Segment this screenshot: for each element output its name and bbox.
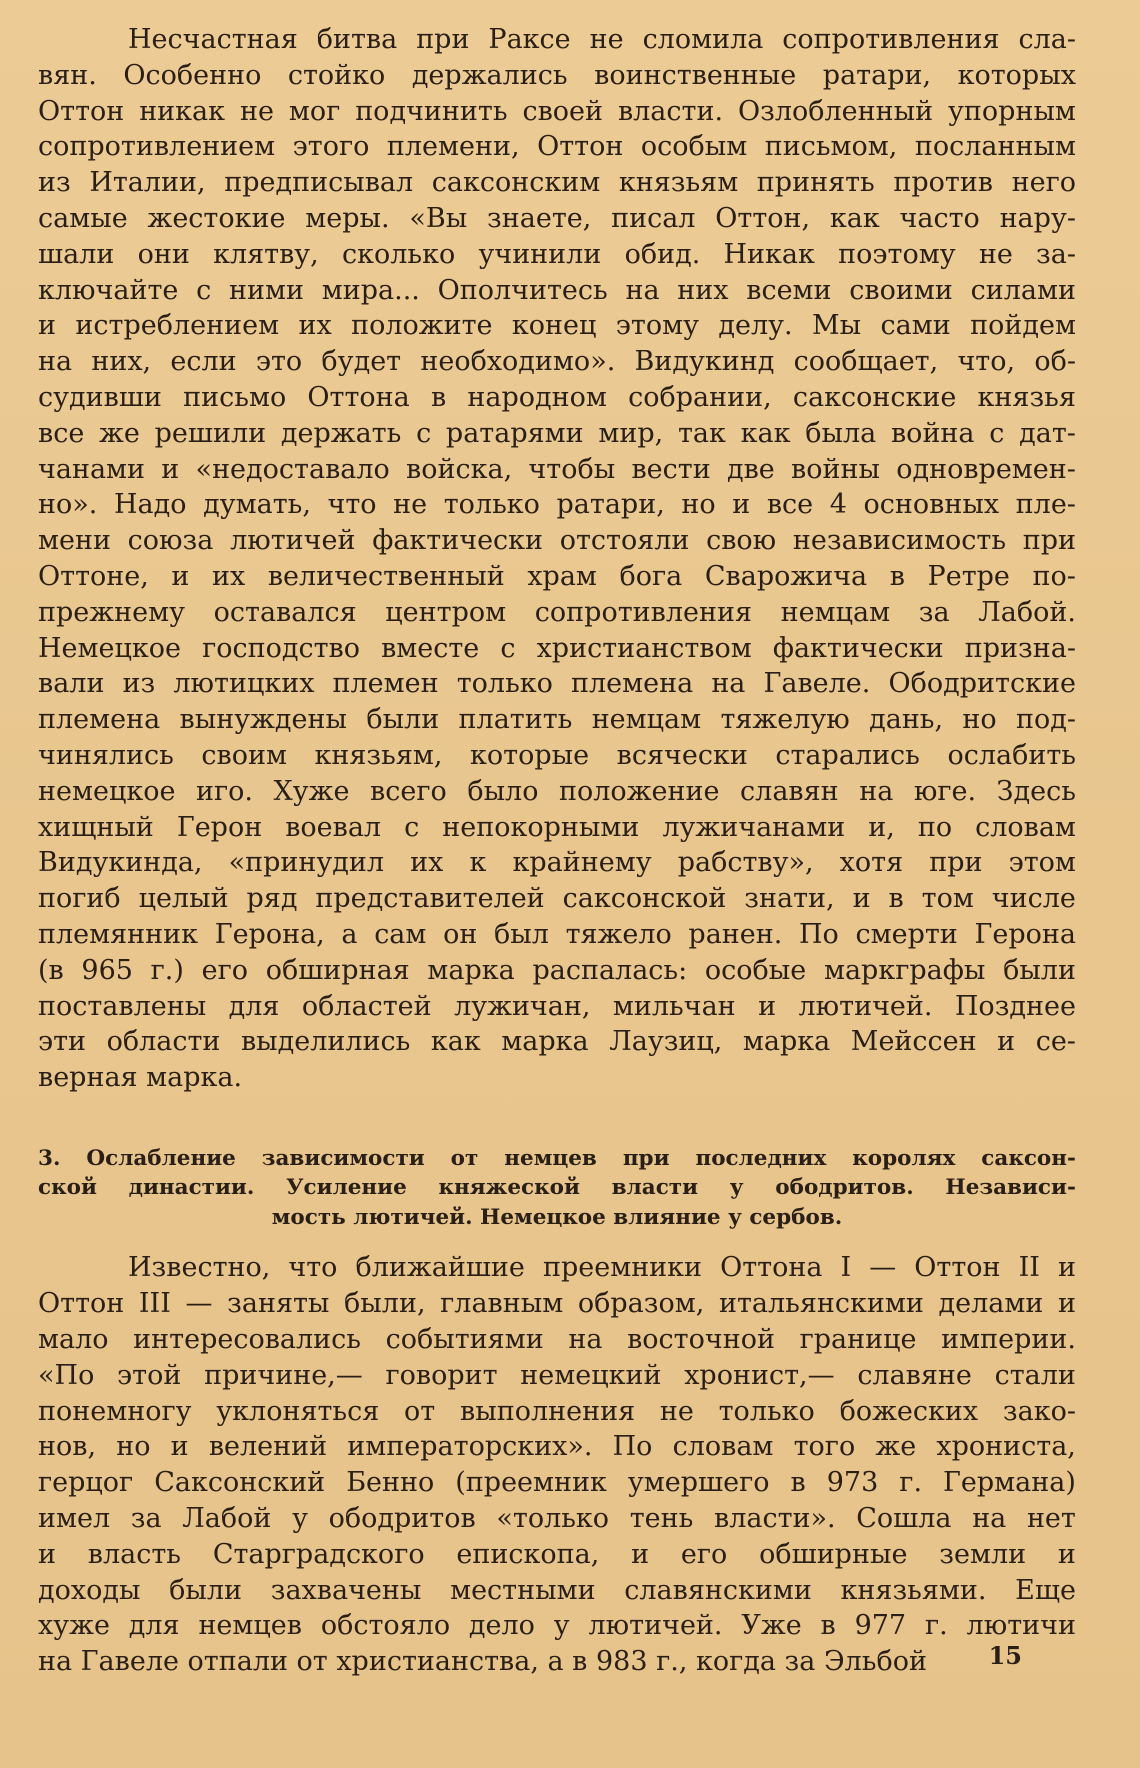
paragraph1-line: Оттоне, и их величественный храм бога Сварожича в Ретре по- [38, 560, 1076, 592]
paragraph2-line: герцог Саксонский Бенно (преемник умершего в 973 г. Германа) [38, 1467, 1076, 1499]
paragraph1-line: шали они клятву, сколько учинили обид. Никак поэтому не за- [38, 238, 1076, 270]
paragraph1-line: немецкое иго. Хуже всего было положение славян на юге. Здесь [38, 775, 1076, 807]
paragraph1-line: чанами и «недоставало войска, чтобы вести две войны одновремен- [38, 453, 1076, 485]
paragraph1-line: верная марка. [38, 1062, 243, 1094]
paragraph1-line: (в 965 г.) его обширная марка распалась: особые маркграфы были [38, 954, 1076, 986]
paragraph1-line: Видукинда, «принудил их к крайнему рабству», хотя при этом [38, 847, 1076, 879]
paragraph2-line: мало интересовались событиями на восточной границе империи. [38, 1324, 1076, 1355]
paragraph1-line: ключайте с ними мира... Ополчитесь на них всеми своими силами [38, 274, 1076, 306]
paragraph1-line: мени союза лютичей фактически отстояли свою независимость при [38, 525, 1076, 557]
paragraph2-line: «По этой причине,— говорит немецкий хронист,— славяне стали [38, 1359, 1076, 1391]
paragraph-2 [38, 1250, 1076, 1680]
paragraph1-line: из Италии, предписывал саксонским князьям принять против него [38, 167, 1076, 199]
paragraph1-line: самые жестокие меры. «Вы знаете, писал Оттон, как часто нару- [38, 202, 1076, 234]
heading-line: 3. Ослабление зависимости от немцев при последних королях саксон- [38, 1145, 1076, 1171]
paragraph2-line: хуже для немцев обстояло дело у лютичей. Уже в 977 г. лютичи [38, 1610, 1076, 1642]
paragraph1-line: судивши письмо Оттона в народном собрании, саксонские князья [38, 381, 1076, 413]
paragraph1-line: сопротивлением этого племени, Оттон особым письмом, посланным [38, 131, 1076, 163]
paragraph2-line: Известно, что ближайшие преемники Оттона I — Оттон II и [128, 1252, 1076, 1284]
paragraph1-line: погиб целый ряд представителей саксонской знати, и в том числе [38, 883, 1076, 915]
heading-line: мость лютичей. Немецкое влияние у сербов. [271, 1204, 843, 1230]
paragraph1-line: чинялись своим князьям, которые всячески старались ослабить [38, 739, 1076, 771]
paragraph1-line: и истреблением их положите конец этому делу. Мы сами пойдем [38, 310, 1076, 342]
paragraph1-line: Оттон никак не мог подчинить своей власти. Озлобленный упорным [38, 95, 1076, 127]
paragraph1-line: эти области выделились как марка Лаузиц, марка Мейссен и се- [38, 1026, 1076, 1058]
paragraph-1 [38, 22, 1076, 1096]
page-number: 15 [988, 1641, 1022, 1670]
paragraph2-line: Оттон III — заняты были, главным образом, итальянскими делами и [38, 1288, 1076, 1320]
paragraph2-line: и власть Старградского епископа, и его обширные земли и [38, 1538, 1076, 1570]
paragraph1-line: но». Надо думать, что не только ратари, но и все 4 основных пле- [38, 489, 1076, 521]
paragraph1-line: хищный Герон воевал с непокорными лужичанами и, по словам [38, 811, 1076, 843]
paragraph2-line: понемногу уклоняться от выполнения не только божеских зако- [38, 1395, 1076, 1427]
paragraph1-line: на них, если это будет необходимо». Видукинд сообщает, что, об- [38, 346, 1076, 378]
paragraph1-line: Немецкое господство вместе с христианством фактически призна- [38, 632, 1076, 664]
paragraph1-line: племена вынуждены были платить немцам тяжелую дань, но под- [38, 704, 1076, 736]
paragraph2-line: нов, но и велений императорских». По словам того же хрониста, [38, 1431, 1076, 1463]
paragraph2-line: доходы были захвачены местными славянскими князьями. Еще [38, 1574, 1076, 1606]
paragraph1-line: вали из лютицких племен только племена на Гавеле. Ободритские [38, 668, 1076, 700]
paragraph2-line: на Гавеле отпали от христианства, а в 983 г., когда за Эльбой [38, 1646, 927, 1678]
section-heading [38, 1144, 1076, 1233]
paragraph1-line: Несчастная битва при Раксе не сломила сопротивления сла- [128, 24, 1076, 55]
paragraph1-line: поставлены для областей лужичан, мильчан и лютичей. Позднее [38, 990, 1076, 1022]
paragraph1-line: все же решили держать с ратарями мир, так как была война с дат- [38, 417, 1076, 449]
paragraph1-line: прежнему оставался центром сопротивления немцам за Лабой. [38, 596, 1076, 628]
paragraph2-line: имел за Лабой у ободритов «только тень власти». Сошла на нет [38, 1502, 1076, 1534]
paragraph1-line: племянник Герона, а сам он был тяжело ранен. По смерти Герона [38, 918, 1076, 950]
heading-line: ской династии. Усиление княжеской власти у ободритов. Независи- [38, 1175, 1076, 1201]
paragraph1-line: вян. Особенно стойко держались воинственные ратари, которых [38, 59, 1076, 91]
